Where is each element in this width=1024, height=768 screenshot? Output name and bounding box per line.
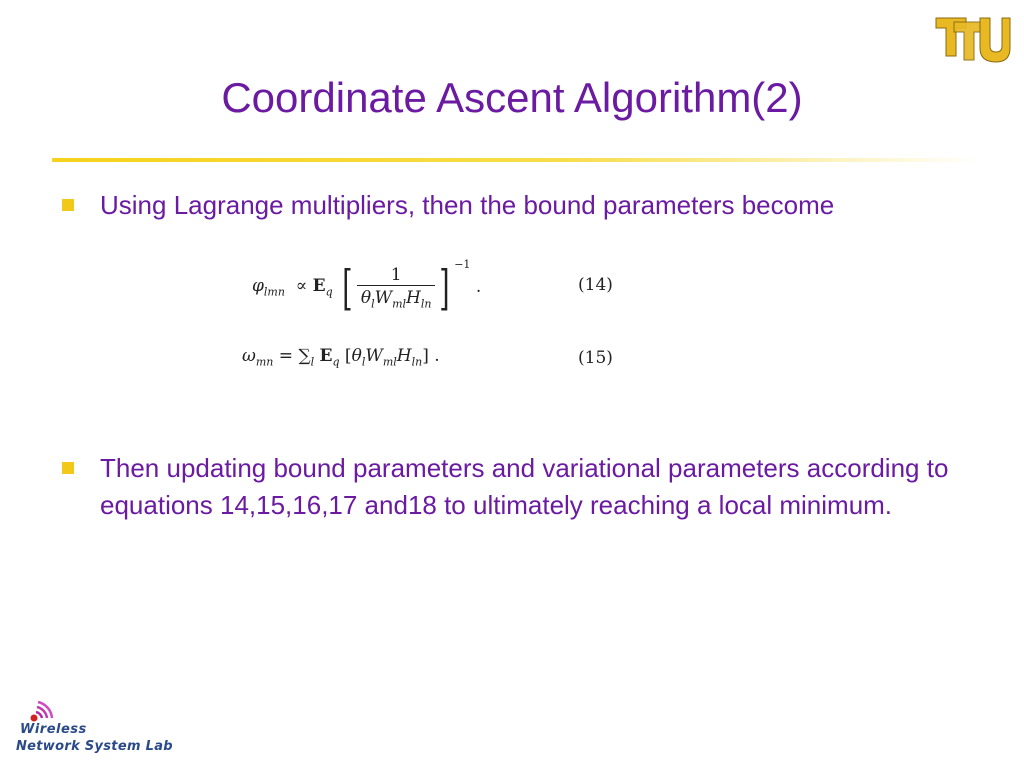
bullet-square-icon: [62, 462, 74, 474]
lab-logo-line2: Network System Lab: [16, 739, 173, 754]
lab-logo: [12, 700, 182, 760]
lab-logo-line1: Wireless: [20, 722, 87, 737]
equation-15: $\omega_{mn} = \sum_l$ $E_q$ $[\theta_lW_{ml}H_{ln}]$ .: [242, 346, 440, 369]
bullet-text: Then updating bound parameters and variational parameters according to equations 14,15,16,17 and18 to ultimately reaching a local minimum.: [100, 453, 949, 520]
bullet-text: Using Lagrange multipliers, then the bound parameters become: [100, 190, 835, 220]
equation-15-number: (15): [578, 348, 613, 368]
equation-14: $\varphi_{lmn} \propto E_q$ [ $\frac{1}{\theta_lW_{ml}H_{ln}}$ ] $^{-1}$ .: [252, 258, 482, 316]
slide-title: Coordinate Ascent Algorithm(2): [221, 74, 803, 121]
university-logo: [932, 8, 1012, 64]
bullet-square-icon: [62, 199, 74, 211]
equation-14-number: (14): [578, 275, 613, 295]
title-divider: [52, 158, 982, 162]
